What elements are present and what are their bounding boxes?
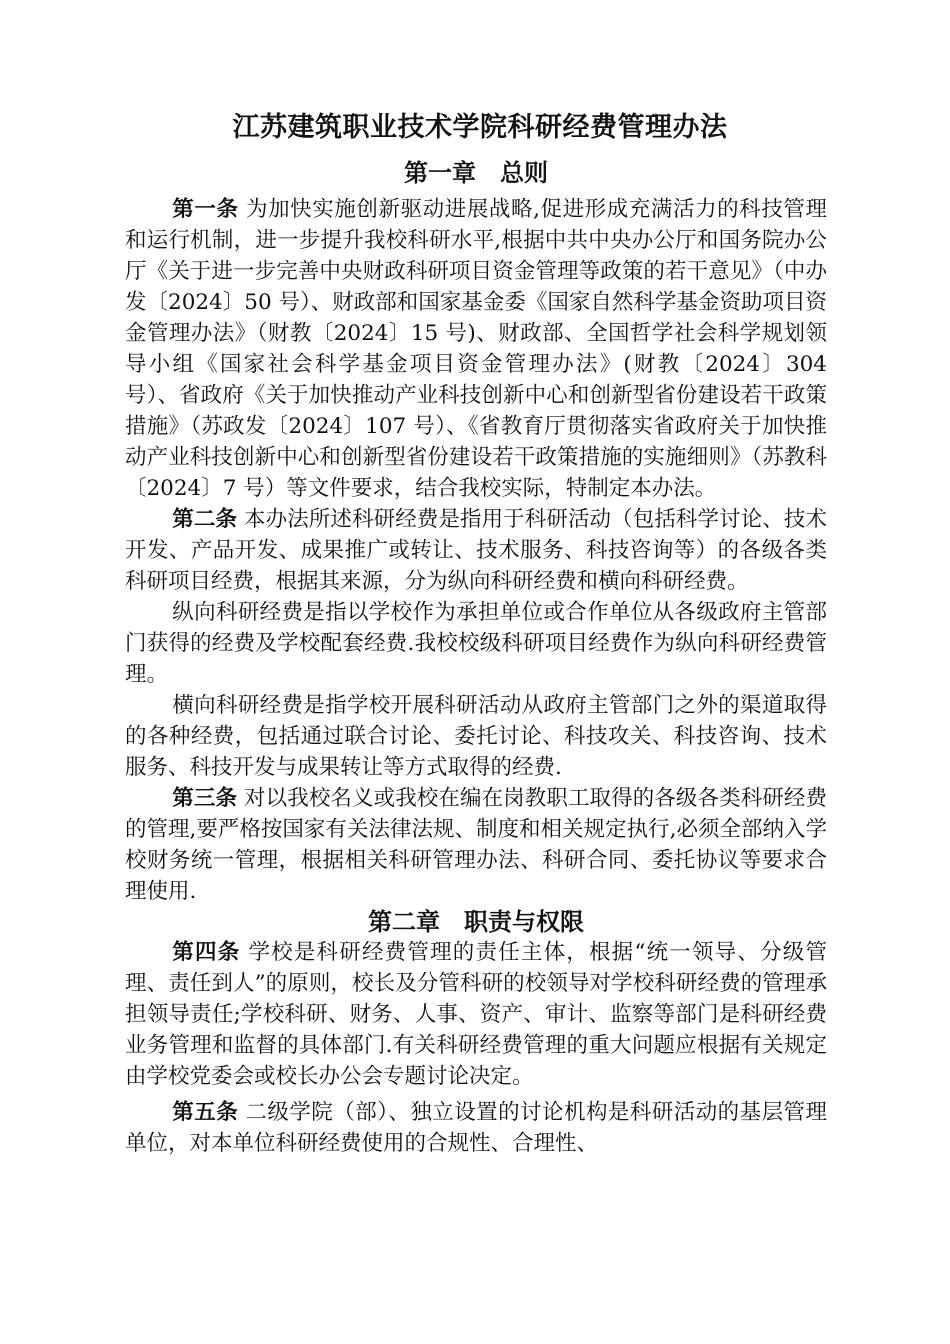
chapter-1-heading: 第一章 总则 [404,159,548,187]
document-page [125,108,827,1159]
article-5 [125,1097,827,1159]
article-1-label: 第一条 [172,197,239,222]
article-2-text: 本办法所述科研经费是指用于科研活动（包括科学讨论、技术开发、产品开发、成果推广或转让、技术服务、科技咨询等）的各级各类科研项目经费，根据其来源，分为纵向科研经费和横向科研经费。 [125,507,827,594]
article-1-text: 为加快实施创新驱动进展战略,促进形成充满活力的科技管理和运行机制，进一步提升我校科研水平,根据中共中央办公厅和国务院办公厅《关于进一步完善中央财政科研项目资金管理等政策的若干意见》（中办发〔2024〕50 号）、财政部和国家基金委《国家自然科学基金资助项目资金管理办法》（财教〔2024〕15 号)、财政部、全国哲学社会科学规划领导小组《国家社会科学基金项目资金管理办法》(财教〔2024〕304 号）、省政府《关于加快推动产业科技创新中心和创新型省份建设若干政策措施》（苏政发〔2024〕107 号）、《省教育厅贯彻落实省政府关于加快推动产业科技创新中心和创新型省份建设若干政策措施的实施细则》（苏教科〔2024〕7 号）等文件要求，结合我校实际，特制定本办法。 [125,197,827,501]
paragraph-vertical-funding: 纵向科研经费是指以学校作为承担单位或合作单位从各级政府主管部门获得的经费及学校配套经费.我校校级科研项目经费作为纵向科研经费管理。 [125,600,827,687]
document-title: 江苏建筑职业技术学院科研经费管理办法 [232,112,728,143]
paragraph-horizontal-funding: 横向科研经费是指学校开展科研活动从政府主管部门之外的渠道取得的各种经费，包括通过联合讨论、委托讨论、科技攻关、科技咨询、技术服务、科技开发与成果转让等方式取得的经费. [125,693,827,780]
chapter-2-heading: 第二章 职责与权限 [368,908,584,936]
article-4-label: 第四条 [172,940,241,965]
article-5-label: 第五条 [172,1100,239,1125]
article-5-text: 二级学院（部）、独立设置的讨论机构是科研活动的基层管理单位，对本单位科研经费使用的合规性、合理性、 [125,1100,827,1156]
article-4 [125,937,827,1092]
article-3-label: 第三条 [172,786,238,811]
article-2 [125,504,827,597]
article-1 [125,194,827,504]
article-3 [125,783,827,907]
article-4-text: 学校是科研经费管理的责任主体，根据“统一领导、分级管理、责任到人”的原则，校长及分管科研的校领导对学校科研经费的管理承担领导责任;学校科研、财务、人事、资产、审计、监察等部门是科研经费业务管理和监督的具体部门.有关科研经费管理的重大问题应根据有关规定由学校党委会或校长办公会专题讨论决定。 [125,940,827,1089]
article-2-label: 第二条 [172,507,238,532]
article-3-text: 对以我校名义或我校在编在岗教职工取得的各级各类科研经费的管理,要严格按国家有关法律法规、制度和相关规定执行,必须全部纳入学校财务统一管理，根据相关科研管理办法、科研合同、委托协议等要求合理使用. [125,786,828,904]
